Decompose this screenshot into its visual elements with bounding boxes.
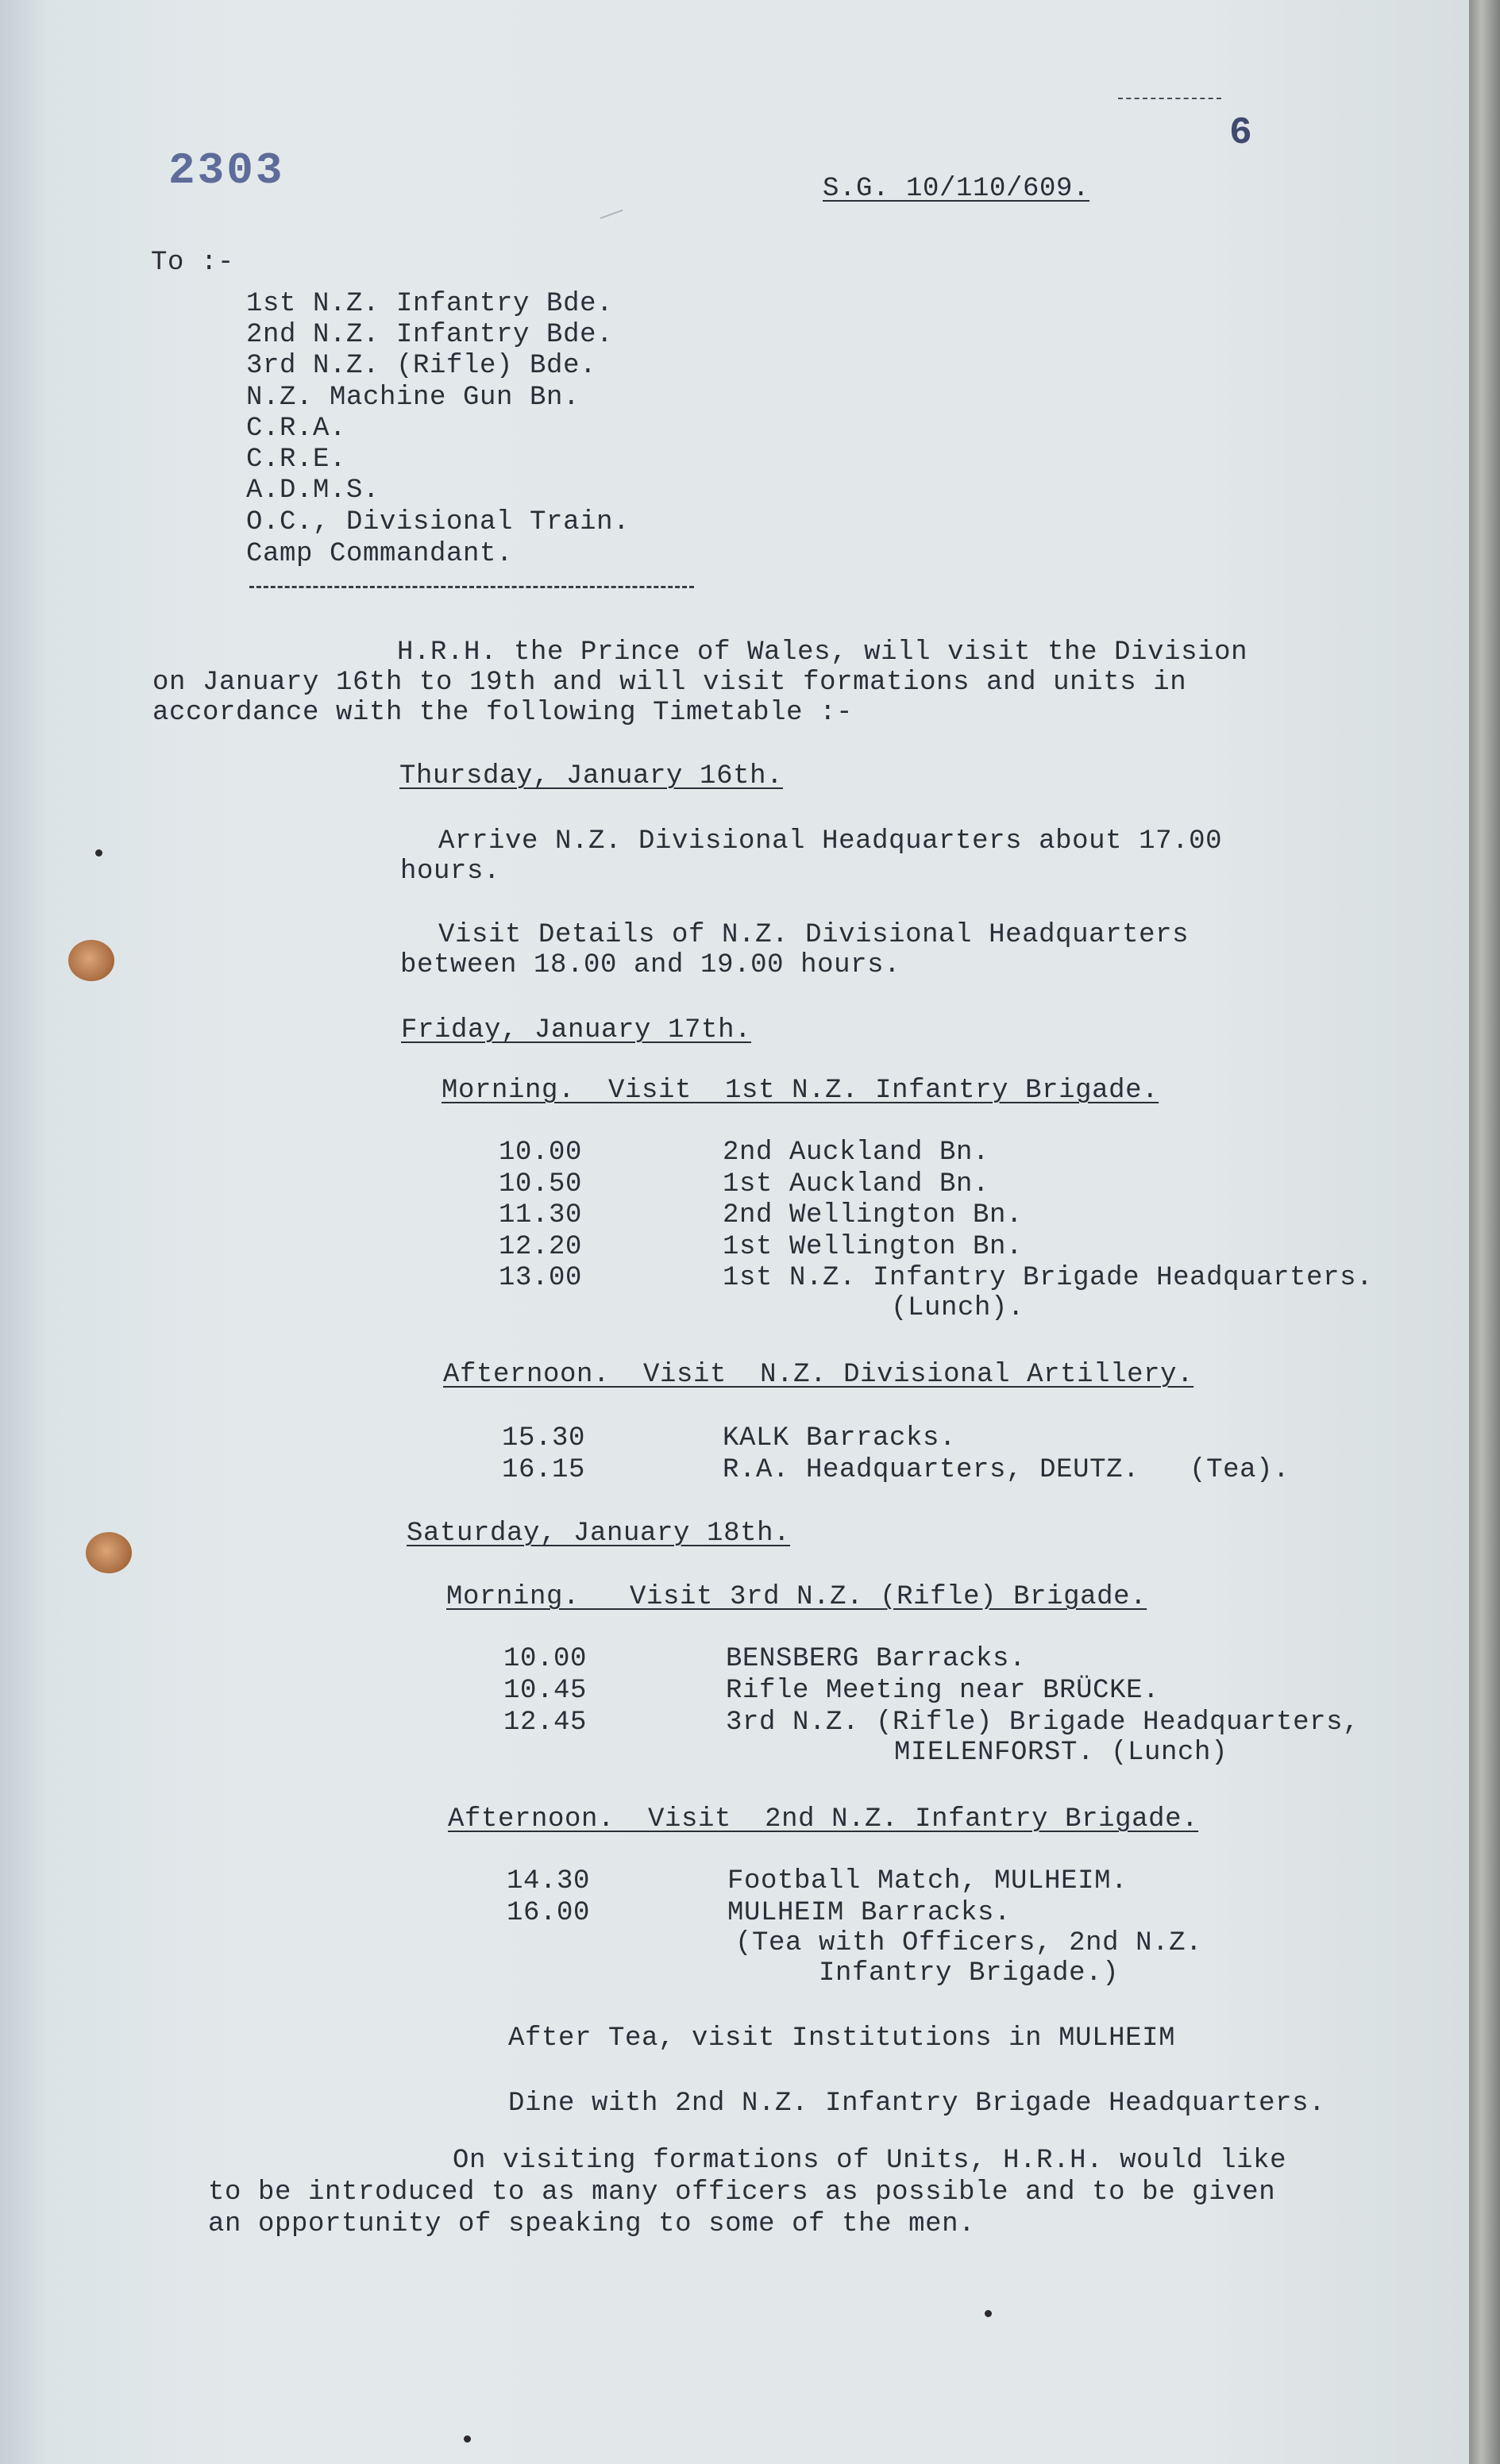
closing-line-2: to be introduced to as many officers as possible and to be given xyxy=(208,2177,1276,2208)
recipient-4: N.Z. Machine Gun Bn. xyxy=(246,383,580,413)
ink-dot xyxy=(985,2310,992,2317)
thursday-heading: Thursday, January 16th. xyxy=(399,761,784,791)
friday-morning-time-3: 11.30 xyxy=(499,1200,583,1230)
friday-morning-item-5: 1st N.Z. Infantry Brigade Headquarters. xyxy=(723,1263,1374,1293)
friday-morning-time-4: 12.20 xyxy=(499,1232,583,1262)
reference-number: S.G. 10/110/609. xyxy=(823,174,1090,204)
address-divider xyxy=(249,586,694,588)
friday-afternoon-time-2: 16.15 xyxy=(502,1455,586,1485)
saturday-morning-time-2: 10.45 xyxy=(503,1676,588,1706)
saturday-morning-heading: Morning. Visit 3rd N.Z. (Rifle) Brigade. xyxy=(446,1582,1147,1612)
recipient-9: Camp Commandant. xyxy=(246,539,514,569)
ink-dot xyxy=(95,849,102,857)
top-dash-rule xyxy=(1118,98,1221,99)
intro-line-3: accordance with the following Timetable :- xyxy=(152,698,854,728)
friday-morning-item-1: 2nd Auckland Bn. xyxy=(723,1138,990,1168)
recipient-2: 2nd N.Z. Infantry Bde. xyxy=(246,320,614,350)
saturday-morning-item-1: BENSBERG Barracks. xyxy=(726,1644,1027,1674)
punch-hole-lower xyxy=(86,1532,132,1573)
thursday-para2-line1: Visit Details of N.Z. Divisional Headquarters xyxy=(438,920,1190,950)
saturday-morning-note: MIELENFORST. (Lunch) xyxy=(894,1738,1228,1768)
saturday-morning-time-1: 10.00 xyxy=(503,1644,588,1674)
recipient-7: A.D.M.S. xyxy=(246,475,380,506)
saturday-afternoon-note-2: Infantry Brigade.) xyxy=(735,1958,1120,1989)
friday-afternoon-item-2: R.A. Headquarters, DEUTZ. (Tea). xyxy=(723,1455,1290,1485)
recipient-3: 3rd N.Z. (Rifle) Bde. xyxy=(246,351,597,381)
closing-line-3: an opportunity of speaking to some of the men. xyxy=(208,2209,976,2239)
friday-morning-item-2: 1st Auckland Bn. xyxy=(723,1169,990,1199)
friday-morning-time-5: 13.00 xyxy=(499,1263,583,1293)
saturday-heading: Saturday, January 18th. xyxy=(407,1519,791,1549)
friday-afternoon-time-1: 15.30 xyxy=(502,1423,586,1453)
dine-line: Dine with 2nd N.Z. Infantry Brigade Headquarters. xyxy=(508,2089,1326,2119)
page-edge xyxy=(1469,0,1500,2464)
friday-morning-time-2: 10.50 xyxy=(499,1169,583,1199)
friday-morning-time-1: 10.00 xyxy=(499,1138,583,1168)
after-tea-line: After Tea, visit Institutions in MULHEIM xyxy=(508,2023,1176,2054)
friday-morning-note: (Lunch). xyxy=(891,1293,1025,1323)
recipient-1: 1st N.Z. Infantry Bde. xyxy=(246,289,614,319)
recipient-5: C.R.A. xyxy=(246,414,347,444)
punch-hole-upper xyxy=(68,940,114,981)
closing-line-1: On visiting formations of Units, H.R.H. would like xyxy=(453,2146,1287,2176)
thursday-para1-line2: hours. xyxy=(400,857,501,887)
page-number: 6 xyxy=(1229,112,1253,155)
saturday-afternoon-time-2: 16.00 xyxy=(507,1898,591,1928)
thursday-para2-line2: between 18.00 and 19.00 hours. xyxy=(400,950,901,980)
file-stamp: 2303 xyxy=(168,145,285,196)
recipient-6: C.R.E. xyxy=(246,445,347,475)
saturday-afternoon-time-1: 14.30 xyxy=(507,1866,591,1896)
saturday-morning-item-2: Rifle Meeting near BRÜCKE. xyxy=(726,1676,1160,1706)
friday-morning-item-4: 1st Wellington Bn. xyxy=(723,1232,1024,1262)
friday-morning-item-3: 2nd Wellington Bn. xyxy=(723,1200,1024,1230)
saturday-afternoon-note-1: (Tea with Officers, 2nd N.Z. xyxy=(735,1928,1203,1958)
recipient-8: O.C., Divisional Train. xyxy=(246,507,630,537)
friday-afternoon-item-1: KALK Barracks. xyxy=(723,1423,957,1453)
saturday-morning-item-3: 3rd N.Z. (Rifle) Brigade Headquarters, xyxy=(726,1707,1360,1738)
friday-afternoon-heading: Afternoon. Visit N.Z. Divisional Artillery. xyxy=(443,1360,1194,1390)
friday-morning-heading: Morning. Visit 1st N.Z. Infantry Brigade. xyxy=(442,1076,1159,1106)
ink-dot xyxy=(464,2435,471,2443)
thursday-para1-line1: Arrive N.Z. Divisional Headquarters about 17.00 xyxy=(438,826,1223,857)
saturday-morning-time-3: 12.45 xyxy=(503,1707,588,1738)
intro-line-1: H.R.H. the Prince of Wales, will visit the Division xyxy=(397,637,1248,668)
saturday-afternoon-heading: Afternoon. Visit 2nd N.Z. Infantry Brigade. xyxy=(448,1804,1199,1835)
saturday-afternoon-item-1: Football Match, MULHEIM. xyxy=(727,1866,1128,1896)
intro-line-2: on January 16th to 19th and will visit formations and units in xyxy=(152,668,1187,698)
to-label: To :- xyxy=(151,248,235,278)
friday-heading: Friday, January 17th. xyxy=(401,1015,752,1045)
saturday-afternoon-item-2: MULHEIM Barracks. xyxy=(727,1898,1012,1928)
